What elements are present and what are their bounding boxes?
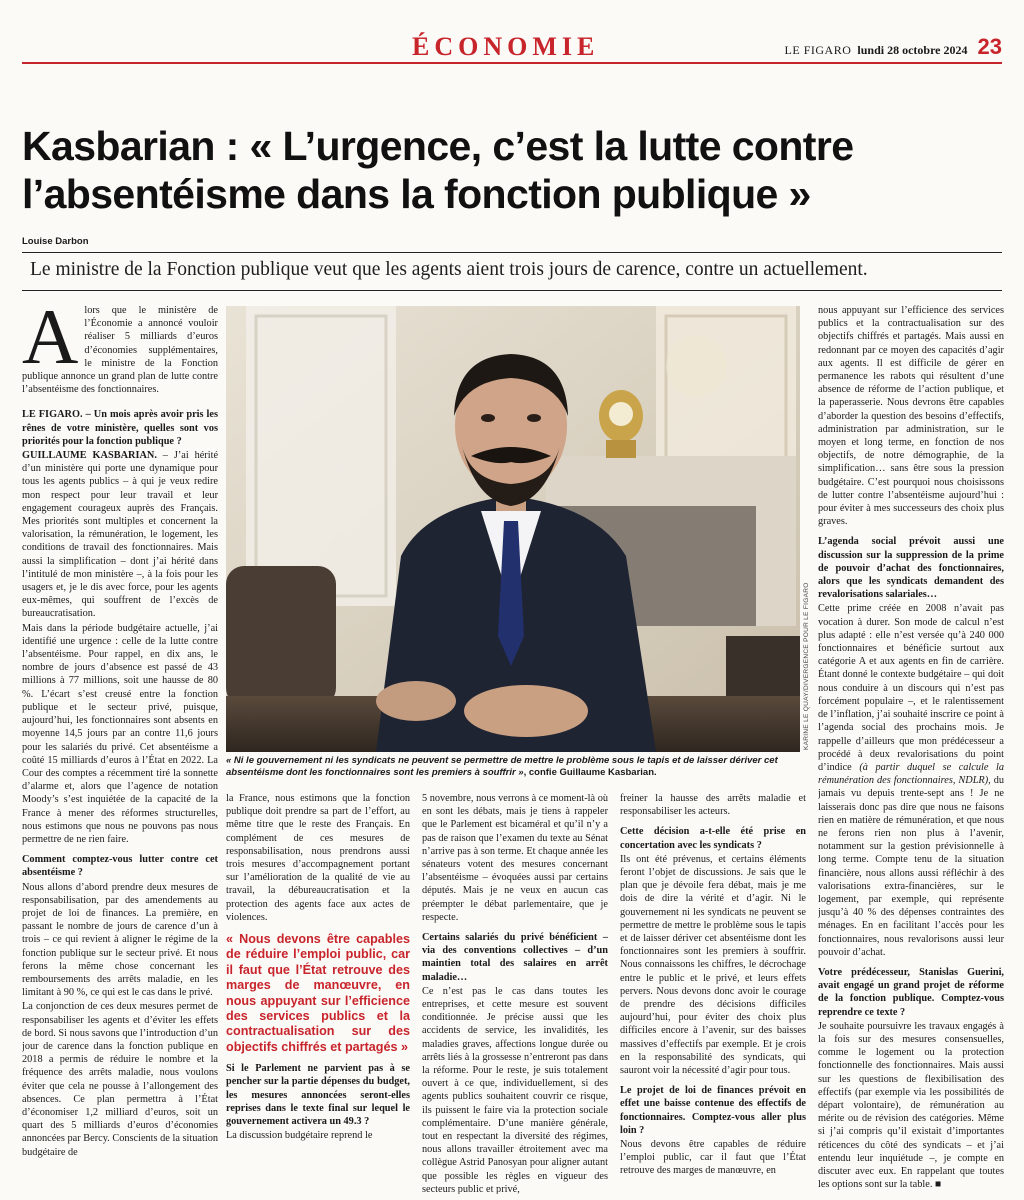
question-5: Cette décision a-t-elle été prise en concertation avec les syndicats ? [620,826,806,851]
answer-7: Cette prime créée en 2008 n’avait pas vocation à durer. Son mode de calcul n’est plus adapté : elle n’est versée qu’à 240 000 fonctionnaires et bénéficie surtout aux catégorie A et aux agents en fin de carrière. Étant donné le contexte budgétaire – qui doit nous conduire à un discours qui n’est pas forcément populaire –, et le ralentissement de l’inflation, j’ai souhaité inscrire ce point à l’agenda social des prochains mois. Je rappelle d’ailleurs que mon prédécesseur a procédé à deux revalorisations du point d’indice (à partir duquel se calcule la rémunération des fonctionnaires, NDLR), du jamais vu depuis trente-sept ans ! Je ne laisserais donc pas dire que nous ne faisons rien en matière de rémunération, et que nous ne ferons rien non plus à l’avenir, notamment sur la gestion prévisionnelle à long terme. Compte tenu de la situation financière, nous allons aussi réfléchir à des valorisations extra-financières, sur le logement, par exemple, qui représente jusqu’à 40 % des dépenses contraintes des ménages. En en facilitant l’accès pour les fonctionnaires, nous revalorisons aussi leur pouvoir d’achat. [818,603,1004,958]
question-1: LE FIGARO. – Un mois après avoir pris les rênes de votre ministère, quelles sont vos priorités pour la fonction publique ? [22,409,218,447]
section-title: ÉCONOMIE [412,32,600,61]
question-6: Le projet de loi de finances prévoit en effet une baisse contenue des effectifs de fonctionnaires. Comptez-vous aller plus loin ? [620,1085,806,1136]
question-2: Comment comptez-vous lutter contre cet absentéisme ? [22,854,218,879]
answer-8: Je souhaite poursuivre les travaux engagés à la fois sur des mesures consensuelles, comme le logement ou la protection fonctionnelle des fonctionnaires. Mais aussi sur les questions de flexibilisation des effectifs (par exemple via les possibilités de départ volontaire), de rémunération au mérite ou de révision des catégories. Même si j’ai compris qu’il existait d’importantes réticences du côté des syndicats – et j’ai entendu leur inquiétude –, je compte en discuter avec eux. En rappelant que toutes les options sont sur la table. ■ [818,1020,1004,1191]
answer-6: Nous devons être capables de réduire l’emploi public, car il faut que l’État retrouve des marges de manœuvre, en [620,1139,806,1177]
intro-paragraph: Alors que le ministère de l’Économie a annoncé vouloir réaliser 5 milliards d’euros d’économies supplémentaires, le ministre de la Fonction publique annonce un grand plan de lutte contre l’absentéisme des fonctionnaires. [22,304,218,396]
masthead [22,28,1002,64]
column-3 [422,792,608,1194]
drop-cap: A [22,304,79,380]
column-4 [620,792,806,1194]
question-4: Certains salariés du privé bénéficient – via des conventions collectives – d’un maintien total des salaires en arrêt maladie… [422,932,608,983]
masthead-rule [22,62,1002,64]
question-8: Votre prédécesseur, Stanislas Guerini, avait engagé un grand projet de réforme de la fonction publique. Comptez-vous reprendre ce texte ? [818,966,1004,1018]
byline-rule [22,252,1002,253]
page-number: 23 [977,34,1002,59]
newspaper-name: LE FIGARO [784,43,852,57]
photo-credit: KARINE LE QUAY/DIVERGENCE POUR LE FIGARO [803,582,810,750]
portrait-photo [226,306,800,752]
answer-1b: Mais dans la période budgétaire actuelle, j’ai identifié une urgence : celle de la lutte contre l’absentéisme. Pour rappel, en dix ans, le nombre de jours d’absence est passé de 43 millions à 77 millions, soit une hausse de 80 %. L’écart s’est creusé entre la fonction publique et le secteur privé, puisque, aujourd’hui, les fonctionnaires sont absents en moyenne 14,5 jours par an contre 11,6 jours pour les salariés du privé. Cet absentéisme a coûté 15 milliards d’euros à l’État en 2022. La Cour des comptes a récemment tiré la sonnette d’alarme et, alors que l’agence de notation Moody’s s’est inquiétée de la capacité de la France à mener des réformes structurelles, nous estimons que nous ne pouvons pas nous permettre de ne rien faire. [22,622,218,845]
standfirst: Le ministre de la Fonction publique veut que les agents aient trois jours de carence, contre un actuellement. [30,259,868,280]
answer-5: Ils ont été prévenus, et certains éléments feront l’objet de discussions. Je sais que le plan que je dévoile fera débat, mais je me dois de dire la vérité et d’agir. Ni le gouvernement ni les syndicats ne peuvent se permettre de mettre le problème sous le tapis et de laisser dériver cet absentéisme dont les fonctionnaires sont les premiers à souffrir. Nous connaissons les chiffres, le décrochage entre le public et le privé, et leurs effets pervers. Nous devons donc avoir le courage de prendre des décisions difficiles aujourd’hui, pour éviter des choix plus difficiles encore à l’avenir, sur des baisses massives d’effectifs par exemple. Et je crois en la responsabilité des syndicats, qui sauront voir la nécessité d’agir pour tous. [620,853,806,1077]
question-7: L’agenda social prévoit aussi une discussion sur la suppression de la prime de pouvoir d’achat des fonctionnaires, alors que les syndicats demandent des revalorisations salariales… [818,536,1004,601]
answer-2b: La conjonction de ces deux mesures permet de responsabiliser les agents et d’éviter les effets de bord. Si nous savons que l’introduction d’un jour de carence dans la fonction publique en 2018 a permis de réduire le nombre et la fréquence des arrêts maladie, nous voulons éviter que cela ne pousse à l’allongement des absences. Ce plan permettra à l’État d’économiser 1,2 milliard d’euros, soit un quart des 5 milliards d’euros d’économies annoncées par Bercy. Conscients de la situation budgétaire de [22,1001,218,1158]
column-2 [226,792,410,1194]
answer-1: GUILLAUME KASBARIAN. – J’ai hérité d’un ministère qui porte une dynamique pour tous les agents publics – à qui je veux redire mon respect pour leur travail et leur engagement courageux auprès des Français. Mes priorités sont multiples et concernent la valorisation, la rémunération, le logement, les conditions de travail des fonctionnaires. Mais aussi la simplification – dont j’ai hérité dans l’intitulé de mon ministère –, à la fois pour les usagers et, je le dis avec force, pour les agents eux-mêmes, qui souffrent de l’excès de bureaucratisation. [22,450,218,620]
column-5 [818,304,1004,1194]
article-headline [22,122,1002,218]
answer-2: Nous allons d’abord prendre deux mesures de responsabilisation, par des amendements au projet de loi de finances. La première, en passant le nombre de jours de carence d’un à trois – ce qui revient à aligner le régime de la fonction publique sur le secteur privé. Et nous ferons la même chose concernant les remboursements des arrêts maladie, en les limitant à 90 %, ce qui est le cas dans le privé. [22,881,218,999]
col2-paragraph: la France, nous estimons que la fonction publique doit prendre sa part de l’effort, au même titre que le reste des Français. En complément de ces mesures de responsabilisation, nous prendrons aussi trois mesures d’accompagnement portant sur l’amélioration de la qualité de vie au travail, la débureaucratisation et la protection des agents face aux actes de violences. [226,793,410,923]
pull-quote: « Nous devons être capables de réduire l’emploi public, car il faut que l’État retrouve des marges de manœuvre, en nous appuyant sur l’efficience des services publics et la contractualisation sur des objectifs chiffrés et partagés » [226,932,410,1054]
col5-paragraph: nous appuyant sur l’efficience des services publics et la contractualisation sur des objectifs chiffrés et partagés. Mais aussi en redonnant par ce moyen des capacités d’agir aux agents. Il est difficile de gérer en permanence les rabots qui résultent d’une absence de réforme de l’action publique, et la paperasserie. Nous devrons être capables d’aborder la question des besoins d’effectifs, administration par administration, sur le moyen et long terme, en fonction de nos objectifs, de notre démographie, de la simplification… sans être sous la pression budgétaire. C’est pourquoi nous choisissons de lutter contre l’absentéisme aujourd’hui : pour éviter à mes successeurs des choix plus graves. [818,305,1004,528]
byline: Louise Darbon [22,236,89,247]
answer-4: Ce n’est pas le cas dans toutes les entreprises, et cette mesure est souvent conditionnée. Je précise aussi que les accidents de service, les invalidités, les maladies graves, affections longue durée ou arrêts liés à la grossesse n’entreront pas dans la réforme. Pour le reste, je suis totalement ouvert à ce que, individuellement, si des agents publics souhaitent couvrir ce risque, ils puissent le faire via la protection sociale complémentaire. D’une manière générale, tout en respectant la diversité des régimes, nous allons travailler étroitement avec ma collègue Astrid Panosyan pour aligner autant que possible les règles en vigueur des secteurs public et privé, [422,985,608,1194]
col3-paragraph: 5 novembre, nous verrons à ce moment-là où en sont les débats, mais je tiens à rappeler que le Parlement est bicaméral et qu’il n’y a pas de raison que l’examen du texte au Sénat n’arrive pas à son terme. Et chaque année les sénateurs votent des mesures concernant l’absentéisme – évoquées aussi par certains députés. Mais je ne veux en aucun cas préempter le débat parlementaire, que je respecte. [422,793,608,923]
headline-line-2: l’absentéisme dans la fonction publique » [22,171,811,217]
question-3: Si le Parlement ne parvient pas à se pencher sur la partie dépenses du budget, les mesures annoncées seront-elles reprises dans le texte final sur lequel le gouvernement activera un 49.3 ? [226,1063,410,1128]
standfirst-rule [22,290,1002,291]
headline-line-1: Kasbarian : « L’urgence, c’est la lutte contre [22,123,854,169]
end-mark: ■ [934,1179,942,1191]
issue-date: lundi 28 octobre 2024 [857,43,968,57]
masthead-right [785,34,1002,60]
photo-caption: « Ni le gouvernement ni les syndicats ne peuvent se permettre de mettre le problème sous le tapis et de laisser dériver cet absentéisme dont les fonctionnaires sont les premiers à souffrir », confie Guillaume Kasbarian. [226,755,778,778]
col4-paragraph: freiner la hausse des arrêts maladie et responsabiliser les acteurs. [620,793,806,818]
column-1 [22,304,218,1194]
photo-illustration [226,306,800,752]
answer-3: La discussion budgétaire reprend le [226,1130,373,1142]
